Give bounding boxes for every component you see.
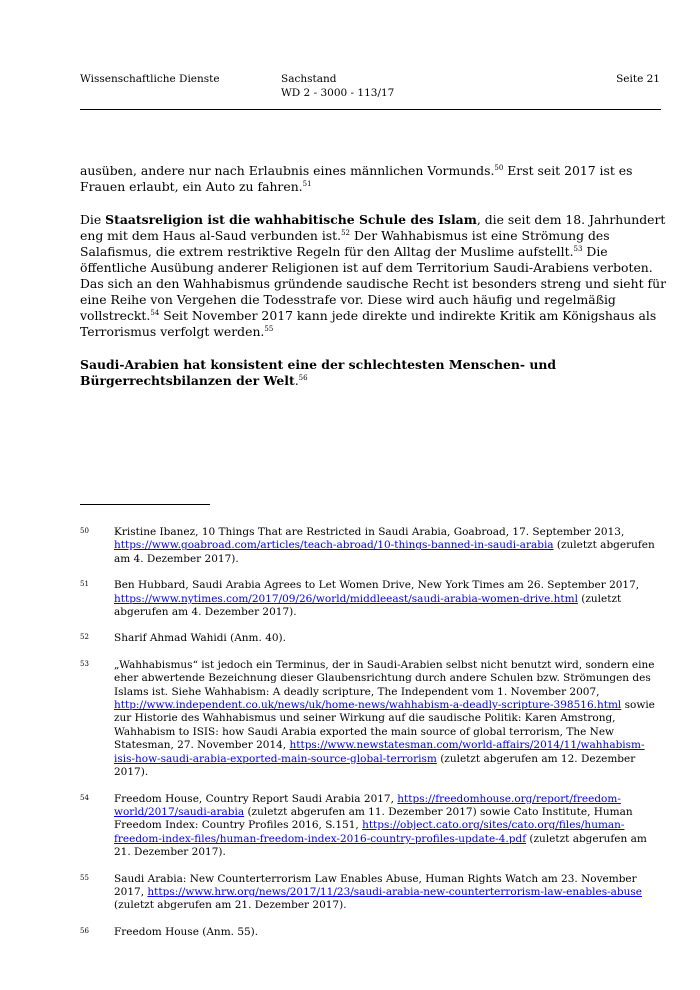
footnote-51 — [80, 579, 665, 619]
footnote-50 — [80, 526, 665, 566]
footnote-text: Kristine Ibanez, 10 Things That are Restricted in Saudi Arabia, Goabroad, 17. September 2013, — [114, 526, 625, 538]
footnote-link[interactable]: https://www.goabroad.com/articles/teach-abroad/10-things-banned-in-saudi-arabia — [114, 539, 554, 552]
footnote-number: 55 — [80, 873, 89, 882]
footnote-link[interactable]: https://www.hrw.org/news/2017/11/23/saudi-arabia-new-counterterrorism-law-enables-abuse — [147, 885, 642, 898]
footnote-link[interactable]: https://www.nytimes.com/2017/09/26/world/middleeast/saudi-arabia-women-drive.html — [114, 592, 578, 605]
text-run: Die öffentliche Ausübung anderer Religionen ist auf dem Territorium Saudi-Arabiens verboten. Das sich an den Wahhabismus gründende saudische Recht ist besonders streng und sieht für eine Reihe von Vergehen die Todesstrafe vor. Diese wird auch häufig und regelmäßig vollstreckt. — [80, 244, 666, 323]
footnote-ref[interactable]: 52 — [341, 229, 350, 237]
main-content — [80, 163, 670, 406]
footnote-text: Ben Hubbard, Saudi Arabia Agrees to Let Women Drive, New York Times am 26. September 2017, — [114, 579, 640, 592]
footnote-text: (zuletzt abgerufen am 21. Dezember 2017). — [114, 832, 647, 859]
footnote-ref[interactable]: 56 — [298, 374, 308, 382]
footnote-text: (zuletzt abgerufen am 4. Dezember 2017). — [114, 592, 622, 619]
bold-statement: Saudi-Arabien hat konsistent eine der schlechtesten Menschen- und Bürgerrechtsbilanzen der Welt — [80, 357, 557, 388]
footnote-54 — [80, 793, 665, 860]
header-org: Wissenschaftliche Dienste — [80, 73, 220, 85]
text-run: Die — [80, 212, 106, 227]
footnote-text: sowie zur Historie des Wahhabismus und seiner Wirkung auf die saudische Politik: Karen Amstrong, Wahhabism to ISIS: how Saudi Arabia exported the main source of global terrorism, The New Statesman, 27. November 2014, — [114, 699, 655, 752]
footnote-number: 52 — [80, 633, 89, 642]
footnote-text: Freedom House (Anm. 55). — [114, 925, 259, 938]
footnote-text: Freedom House, Country Report Saudi Arabia 2017, — [114, 792, 398, 805]
footnote-56 — [80, 926, 665, 939]
footnote-ref[interactable]: 51 — [302, 180, 312, 188]
bold-statement: Staatsreligion ist die wahhabitische Schule des Islam — [105, 212, 477, 227]
header-doc-type: Sachstand — [281, 73, 337, 85]
text-run: Erst seit 2017 ist es Frauen erlaubt, ein Auto zu fahren. — [80, 163, 633, 194]
footnote-text: (zuletzt abgerufen am 12. Dezember 2017). — [114, 752, 636, 779]
header-doc-info — [281, 72, 394, 100]
footnote-text: Sharif Ahmad Wahidi (Anm. 40). — [114, 632, 286, 645]
text-run: Seit November 2017 kann jede direkte und indirekte Kritik am Königshaus als Terrorismus verfolgt werden. — [80, 308, 657, 339]
footnote-number: 50 — [80, 527, 89, 535]
footnote-text: „Wahhabismus“ ist jedoch ein Terminus, der in Saudi-Arabien selbst nicht benutzt wird, sondern eine eher abwertende Bezeichnung dieser Glaubensrichtung durch andere Schulen bzw. Strömungen des Islams ist. Siehe Wahhabism: A deadly scripture, The Independent vom 1. November 2007, — [114, 658, 655, 698]
footnote-text: (zuletzt abgerufen am 11. Dezember 2017) sowie Cato Institute, Human Freedom Index: Country Profiles 2016, S.151, — [114, 805, 633, 832]
header-page-number: Seite 21 — [616, 73, 660, 85]
footnote-ref[interactable]: 54 — [150, 309, 160, 317]
footnote-ref[interactable]: 53 — [573, 245, 583, 253]
footnote-number: 54 — [80, 793, 89, 802]
header-divider — [80, 109, 661, 110]
footnote-ref[interactable]: 55 — [264, 325, 274, 333]
footnotes-section — [80, 526, 665, 952]
paragraph-3 — [80, 357, 670, 389]
footnote-divider — [80, 504, 210, 505]
text-run: ausüben, andere nur nach Erlaubnis eines männlichen Vormunds. — [80, 163, 495, 178]
page-header — [80, 72, 660, 108]
header-doc-id: WD 2 - 3000 - 113/17 — [281, 87, 395, 99]
footnote-link[interactable]: https://object.cato.org/sites/cato.org/files/human-freedom-index-files/human-freedom-index-2016-country-profiles-update-4.pdf — [114, 819, 625, 845]
footnote-number: 53 — [80, 659, 89, 668]
footnote-52 — [80, 632, 665, 645]
paragraph-1 — [80, 163, 670, 195]
footnote-link[interactable]: http://www.independent.co.uk/news/uk/home-news/wahhabism-a-deadly-scripture-398516.html — [114, 699, 622, 712]
footnote-ref[interactable]: 50 — [494, 164, 504, 172]
footnote-link[interactable]: https://www.newstatesman.com/world-affairs/2014/11/wahhabism-isis-how-saudi-arabia-exported-main-source-global-terrorism — [114, 739, 645, 765]
text-run: . — [294, 373, 299, 388]
footnote-text: (zuletzt abgerufen am 21. Dezember 2017). — [114, 899, 347, 912]
text-run: Der Wahhabismus ist eine Strömung des Salafismus, die extrem restriktive Regeln für den Alltag der Muslime aufstellt. — [80, 228, 610, 259]
paragraph-2 — [80, 212, 670, 340]
footnote-number: 51 — [80, 580, 89, 589]
footnote-text: Saudi Arabia: New Counterterrorism Law Enables Abuse, Human Rights Watch am 23. November 2017, — [114, 872, 637, 898]
footnote-53 — [80, 659, 665, 780]
footnote-55 — [80, 873, 665, 913]
text-run: , die seit dem 18. Jahrhundert eng mit dem Haus al-Saud verbunden ist. — [80, 212, 666, 243]
footnote-link[interactable]: https://freedomhouse.org/report/freedom-world/2017/saudi-arabia — [114, 792, 621, 818]
footnote-number: 56 — [80, 926, 89, 935]
footnote-text: (zuletzt abgerufen am 4. Dezember 2017). — [114, 539, 655, 565]
